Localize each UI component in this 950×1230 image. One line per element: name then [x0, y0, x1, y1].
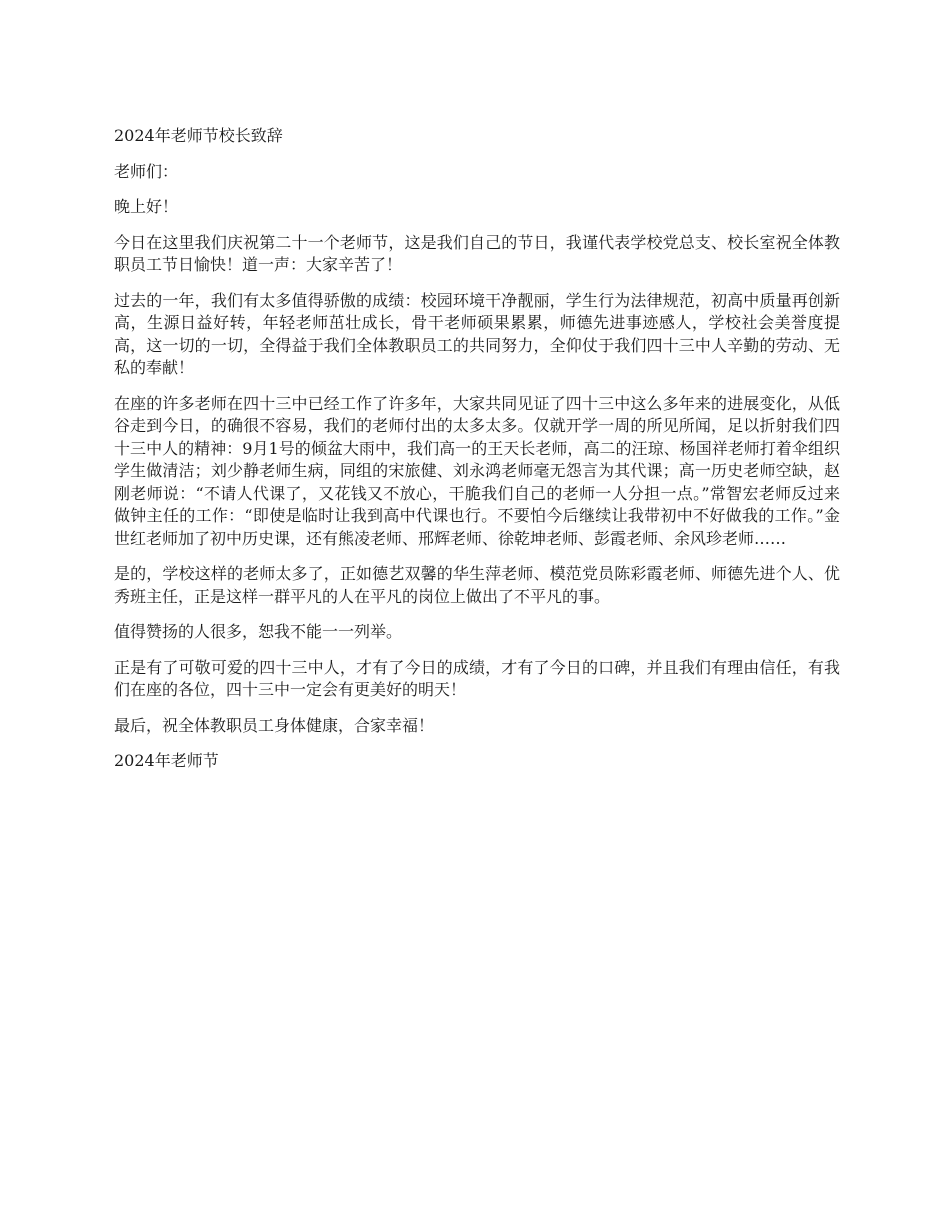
paragraph-teachers-dedication: 在座的许多老师在四十三中已经工作了许多年，大家共同见证了四十三中这么多年来的进展变化，从低谷走到今日，的确很不容易，我们的老师付出的太多太多。仅就开学一周的所见所闻，足以折射我们四十三中人的精神：9月1号的倾盆大雨中，我们高一的王天长老师，高二的汪琼、杨国祥老师打着伞组织学生做清洁；刘少静老师生病，同组的宋旅健、刘永鸿老师毫无怨言为其代课；高一历史老师空缺，赵刚老师说：“不请人代课了，又花钱又不放心，干脆我们自己的老师一人分担一点。”常智宏老师反过来做钟主任的工作：“即使是临时让我到高中代课也行。不要怕今后继续让我带初中不好做我的工作。”金世红老师加了初中历史课，还有熊凌老师、邢辉老师、徐乾坤老师、彭霞老师、余风珍老师…… [114, 393, 840, 548]
document-page [114, 125, 840, 786]
paragraph-wishes: 最后，祝全体教职员工身体健康，合家幸福！ [114, 715, 435, 735]
document-title: 2024年老师节校长致辞 [114, 126, 283, 145]
greeting-evening: 晚上好！ [114, 197, 179, 216]
paragraph-model-teachers: 是的，学校这样的老师太多了，正如德艺双馨的华生萍老师、模范党员陈彩霞老师、师德先进个人、优秀班主任，正是这样一群平凡的人在平凡的岗位上做出了不平凡的事。 [114, 564, 840, 606]
paragraph-achievements: 过去的一年，我们有太多值得骄傲的成绩：校园环境干净靓丽，学生行为法律规范，初高中质量再创新高，生源日益好转，年轻老师茁壮成长，骨干老师硕果累累，师德先进事迹感人，学校社会美誉度提高，这一切的一切，全得益于我们全体教职员工的共同努力，全仰仗于我们四十三中人辛勤的劳动、无私的奉献！ [114, 290, 840, 377]
paragraph-celebration: 今日在这里我们庆祝第二十一个老师节，这是我们自己的节日，我谨代表学校党总支、校长室祝全体教职员工节日愉快！道一声：大家辛苦了！ [114, 232, 840, 274]
paragraph-future: 正是有了可敬可爱的四十三中人，才有了今日的成绩，才有了今日的口碑，并且我们有理由信任，有我们在座的各位，四十三中一定会有更美好的明天！ [114, 657, 840, 699]
closing-date: 2024年老师节 [114, 751, 219, 770]
paragraph-praise: 值得赞扬的人很多，恕我不能一一列举。 [114, 622, 403, 641]
greeting-salutation: 老师们： [114, 161, 179, 181]
